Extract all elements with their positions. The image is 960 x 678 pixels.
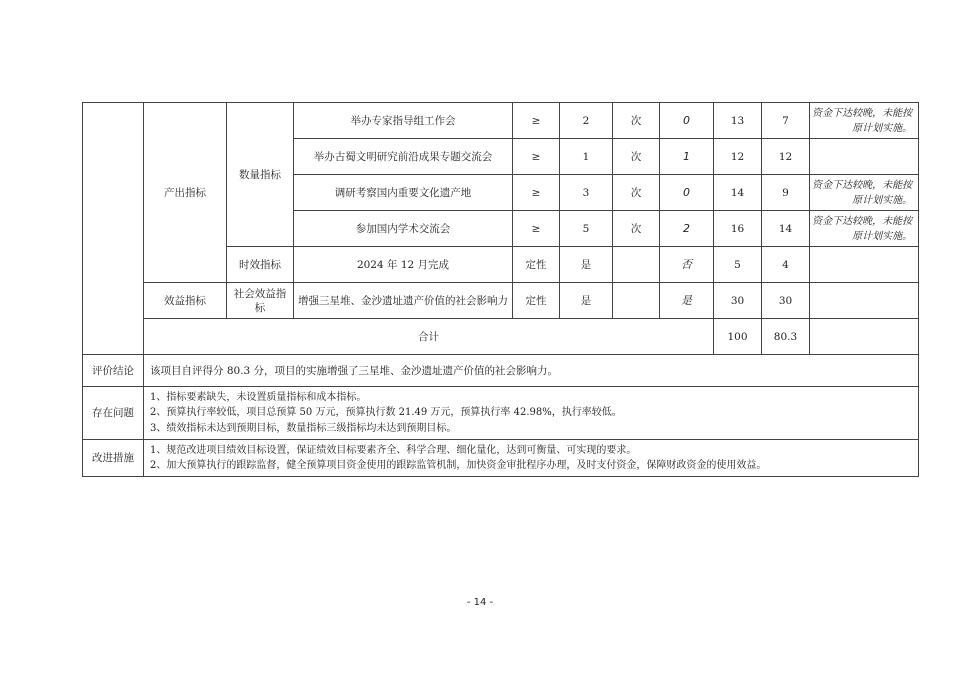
target-value: 是 bbox=[560, 283, 613, 319]
measure-item: 2、加大预算执行的跟踪监督，健全预算项目资金使用的跟踪监管机制，加快资金审批程序办理，及时支付资金，保障财政资金的使用效益。 bbox=[150, 460, 767, 471]
weight: 30 bbox=[714, 283, 762, 319]
target-value: 5 bbox=[560, 211, 613, 247]
conclusion-text: 该项目自评得分 80.3 分，项目的实施增强了三星堆、金沙遗址遗产价值的社会影响力。 bbox=[144, 355, 919, 387]
deviation-note bbox=[810, 283, 919, 319]
operator: 定性 bbox=[513, 247, 560, 283]
unit: 次 bbox=[613, 175, 660, 211]
score: 30 bbox=[762, 283, 810, 319]
measures-list bbox=[144, 440, 919, 477]
indicator-name: 增强三星堆、金沙遗址遗产价值的社会影响力 bbox=[294, 283, 513, 319]
table-row bbox=[83, 103, 919, 139]
unit bbox=[613, 283, 660, 319]
issues-list bbox=[144, 387, 919, 440]
target-value: 1 bbox=[560, 139, 613, 175]
total-label: 合计 bbox=[144, 319, 714, 355]
issues-row bbox=[83, 387, 919, 440]
deviation-note: 资金下达较晚，未能按 原计划实施。 bbox=[810, 103, 919, 139]
indicator-name: 调研考察国内重要文化遗产地 bbox=[294, 175, 513, 211]
blank-category-cell bbox=[83, 103, 144, 355]
subcategory-social: 社会效益指标 bbox=[227, 283, 294, 319]
indicator-name: 举办专家指导组工作会 bbox=[294, 103, 513, 139]
actual-value: 0 bbox=[660, 175, 714, 211]
indicator-name: 2024 年 12 月完成 bbox=[294, 247, 513, 283]
target-value: 是 bbox=[560, 247, 613, 283]
subcategory-quantity: 数量指标 bbox=[227, 103, 294, 247]
actual-value: 0 bbox=[660, 103, 714, 139]
conclusion-row bbox=[83, 355, 919, 387]
actual-value: 是 bbox=[660, 283, 714, 319]
weight: 13 bbox=[714, 103, 762, 139]
unit: 次 bbox=[613, 211, 660, 247]
total-row bbox=[83, 319, 919, 355]
issues-label: 存在问题 bbox=[83, 387, 144, 440]
conclusion-label: 评价结论 bbox=[83, 355, 144, 387]
weight: 5 bbox=[714, 247, 762, 283]
issue-item: 3、绩效指标未达到预期目标，数量指标三级指标均未达到预期目标。 bbox=[150, 422, 457, 434]
total-note bbox=[810, 319, 919, 355]
operator: ≥ bbox=[513, 175, 560, 211]
unit: 次 bbox=[613, 103, 660, 139]
indicator-name: 参加国内学术交流会 bbox=[294, 211, 513, 247]
measures-label: 改进措施 bbox=[83, 440, 144, 477]
total-weight: 100 bbox=[714, 319, 762, 355]
weight: 12 bbox=[714, 139, 762, 175]
page-number: - 14 - bbox=[466, 597, 494, 608]
operator: ≥ bbox=[513, 103, 560, 139]
deviation-note: 资金下达较晚，未能按 原计划实施。 bbox=[810, 175, 919, 211]
measures-row bbox=[83, 440, 919, 477]
weight: 16 bbox=[714, 211, 762, 247]
unit: 次 bbox=[613, 139, 660, 175]
table-row bbox=[83, 283, 919, 319]
deviation-note bbox=[810, 247, 919, 283]
operator: 定性 bbox=[513, 283, 560, 319]
deviation-note: 资金下达较晚，未能按 原计划实施。 bbox=[810, 211, 919, 247]
score: 7 bbox=[762, 103, 810, 139]
total-score: 80.3 bbox=[762, 319, 810, 355]
score: 4 bbox=[762, 247, 810, 283]
issue-item: 1、指标要素缺失，未设置质量指标和成本指标。 bbox=[150, 391, 367, 403]
weight: 14 bbox=[714, 175, 762, 211]
actual-value: 否 bbox=[660, 247, 714, 283]
issue-item: 2、预算执行率较低，项目总预算 50 万元，预算执行数 21.49 万元，预算执行率 42.98%，执行率较低。 bbox=[150, 407, 622, 419]
target-value: 3 bbox=[560, 175, 613, 211]
score: 12 bbox=[762, 139, 810, 175]
score: 14 bbox=[762, 211, 810, 247]
category-benefit: 效益指标 bbox=[144, 283, 227, 319]
category-output: 产出指标 bbox=[144, 103, 227, 283]
actual-value: 1 bbox=[660, 139, 714, 175]
operator: ≥ bbox=[513, 139, 560, 175]
score: 9 bbox=[762, 175, 810, 211]
actual-value: 2 bbox=[660, 211, 714, 247]
deviation-note bbox=[810, 139, 919, 175]
operator: ≥ bbox=[513, 211, 560, 247]
unit bbox=[613, 247, 660, 283]
subcategory-timeliness: 时效指标 bbox=[227, 247, 294, 283]
target-value: 2 bbox=[560, 103, 613, 139]
measure-item: 1、规范改进项目绩效目标设置，保证绩效目标要素齐全、科学合理、细化量化，达到可衡量、可实现的要求。 bbox=[150, 444, 637, 456]
indicator-name: 举办古蜀文明研究前沿成果专题交流会 bbox=[294, 139, 513, 175]
performance-table bbox=[82, 102, 919, 477]
